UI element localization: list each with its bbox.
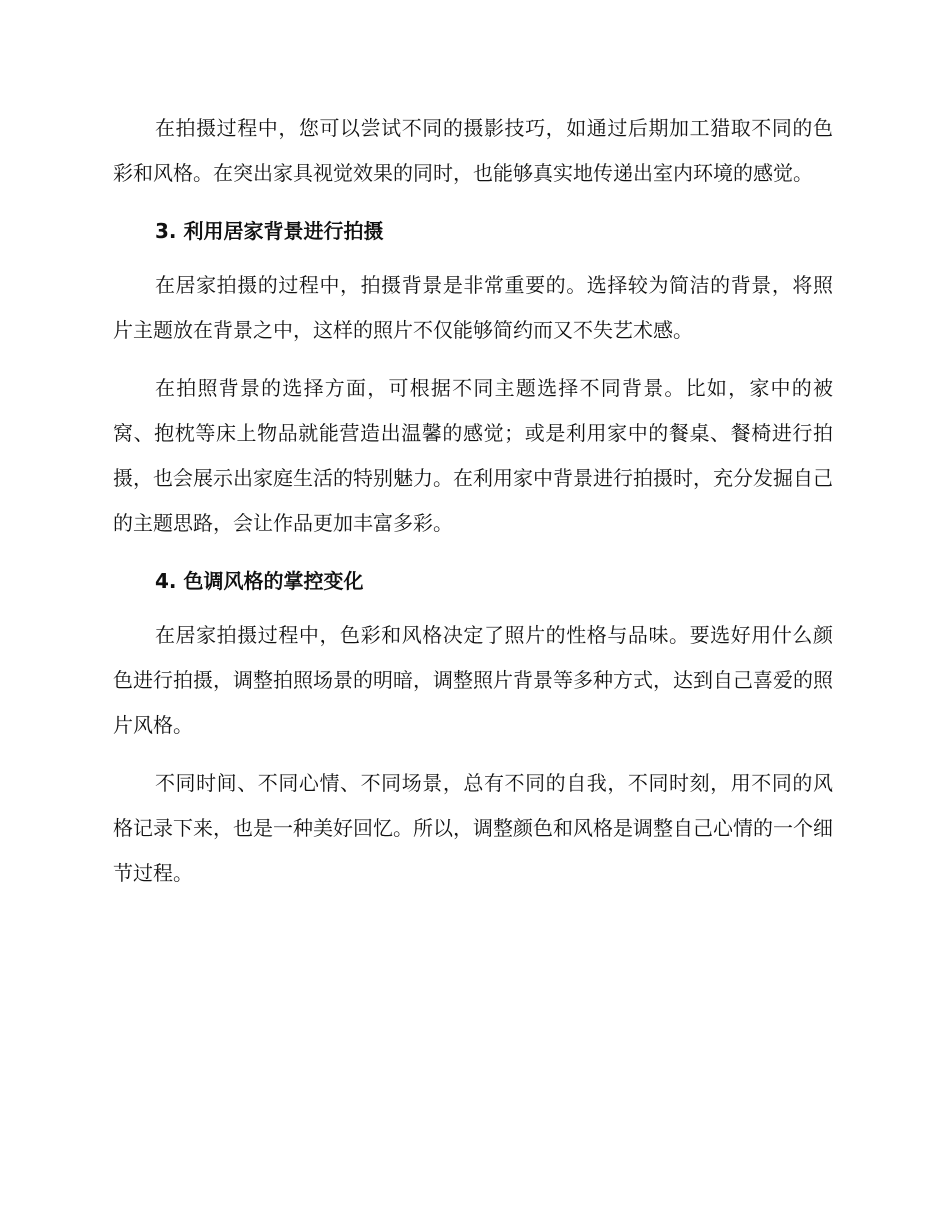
paragraph-background-importance: 在居家拍摄的过程中，拍摄背景是非常重要的。选择较为简洁的背景，将照片主题放在背景之中，这样的照片不仅能够简约而又不失艺术感。 [113, 273, 833, 342]
section-heading-color-style: 4. 色调风格的掌控变化 [155, 569, 364, 593]
paragraph-photo-techniques: 在拍摄过程中，您可以尝试不同的摄影技巧，如通过后期加工猎取不同的色彩和风格。在突出家具视觉效果的同时，也能够真实地传递出室内环境的感觉。 [113, 116, 833, 185]
section-heading-home-background: 3. 利用居家背景进行拍摄 [155, 219, 384, 243]
paragraph-color-decision: 在居家拍摄过程中，色彩和风格决定了照片的性格与品味。要选好用什么颜色进行拍摄，调整拍照场景的明暗，调整照片背景等多种方式，达到自己喜爱的照片风格。 [113, 623, 833, 737]
document-body [113, 106, 833, 909]
paragraph-style-memory: 不同时间、不同心情、不同场景，总有不同的自我，不同时刻，用不同的风格记录下来，也是一种美好回忆。所以，调整颜色和风格是调整自己心情的一个细节过程。 [113, 771, 833, 885]
paragraph-background-choice: 在拍照背景的选择方面，可根据不同主题选择不同背景。比如，家中的被窝、抱枕等床上物品就能营造出温馨的感觉；或是利用家中的餐桌、餐椅进行拍摄，也会展示出家庭生活的特别魅力。在利用家中背景进行拍摄时，充分发掘自己的主题思路，会让作品更加丰富多彩。 [113, 376, 833, 535]
